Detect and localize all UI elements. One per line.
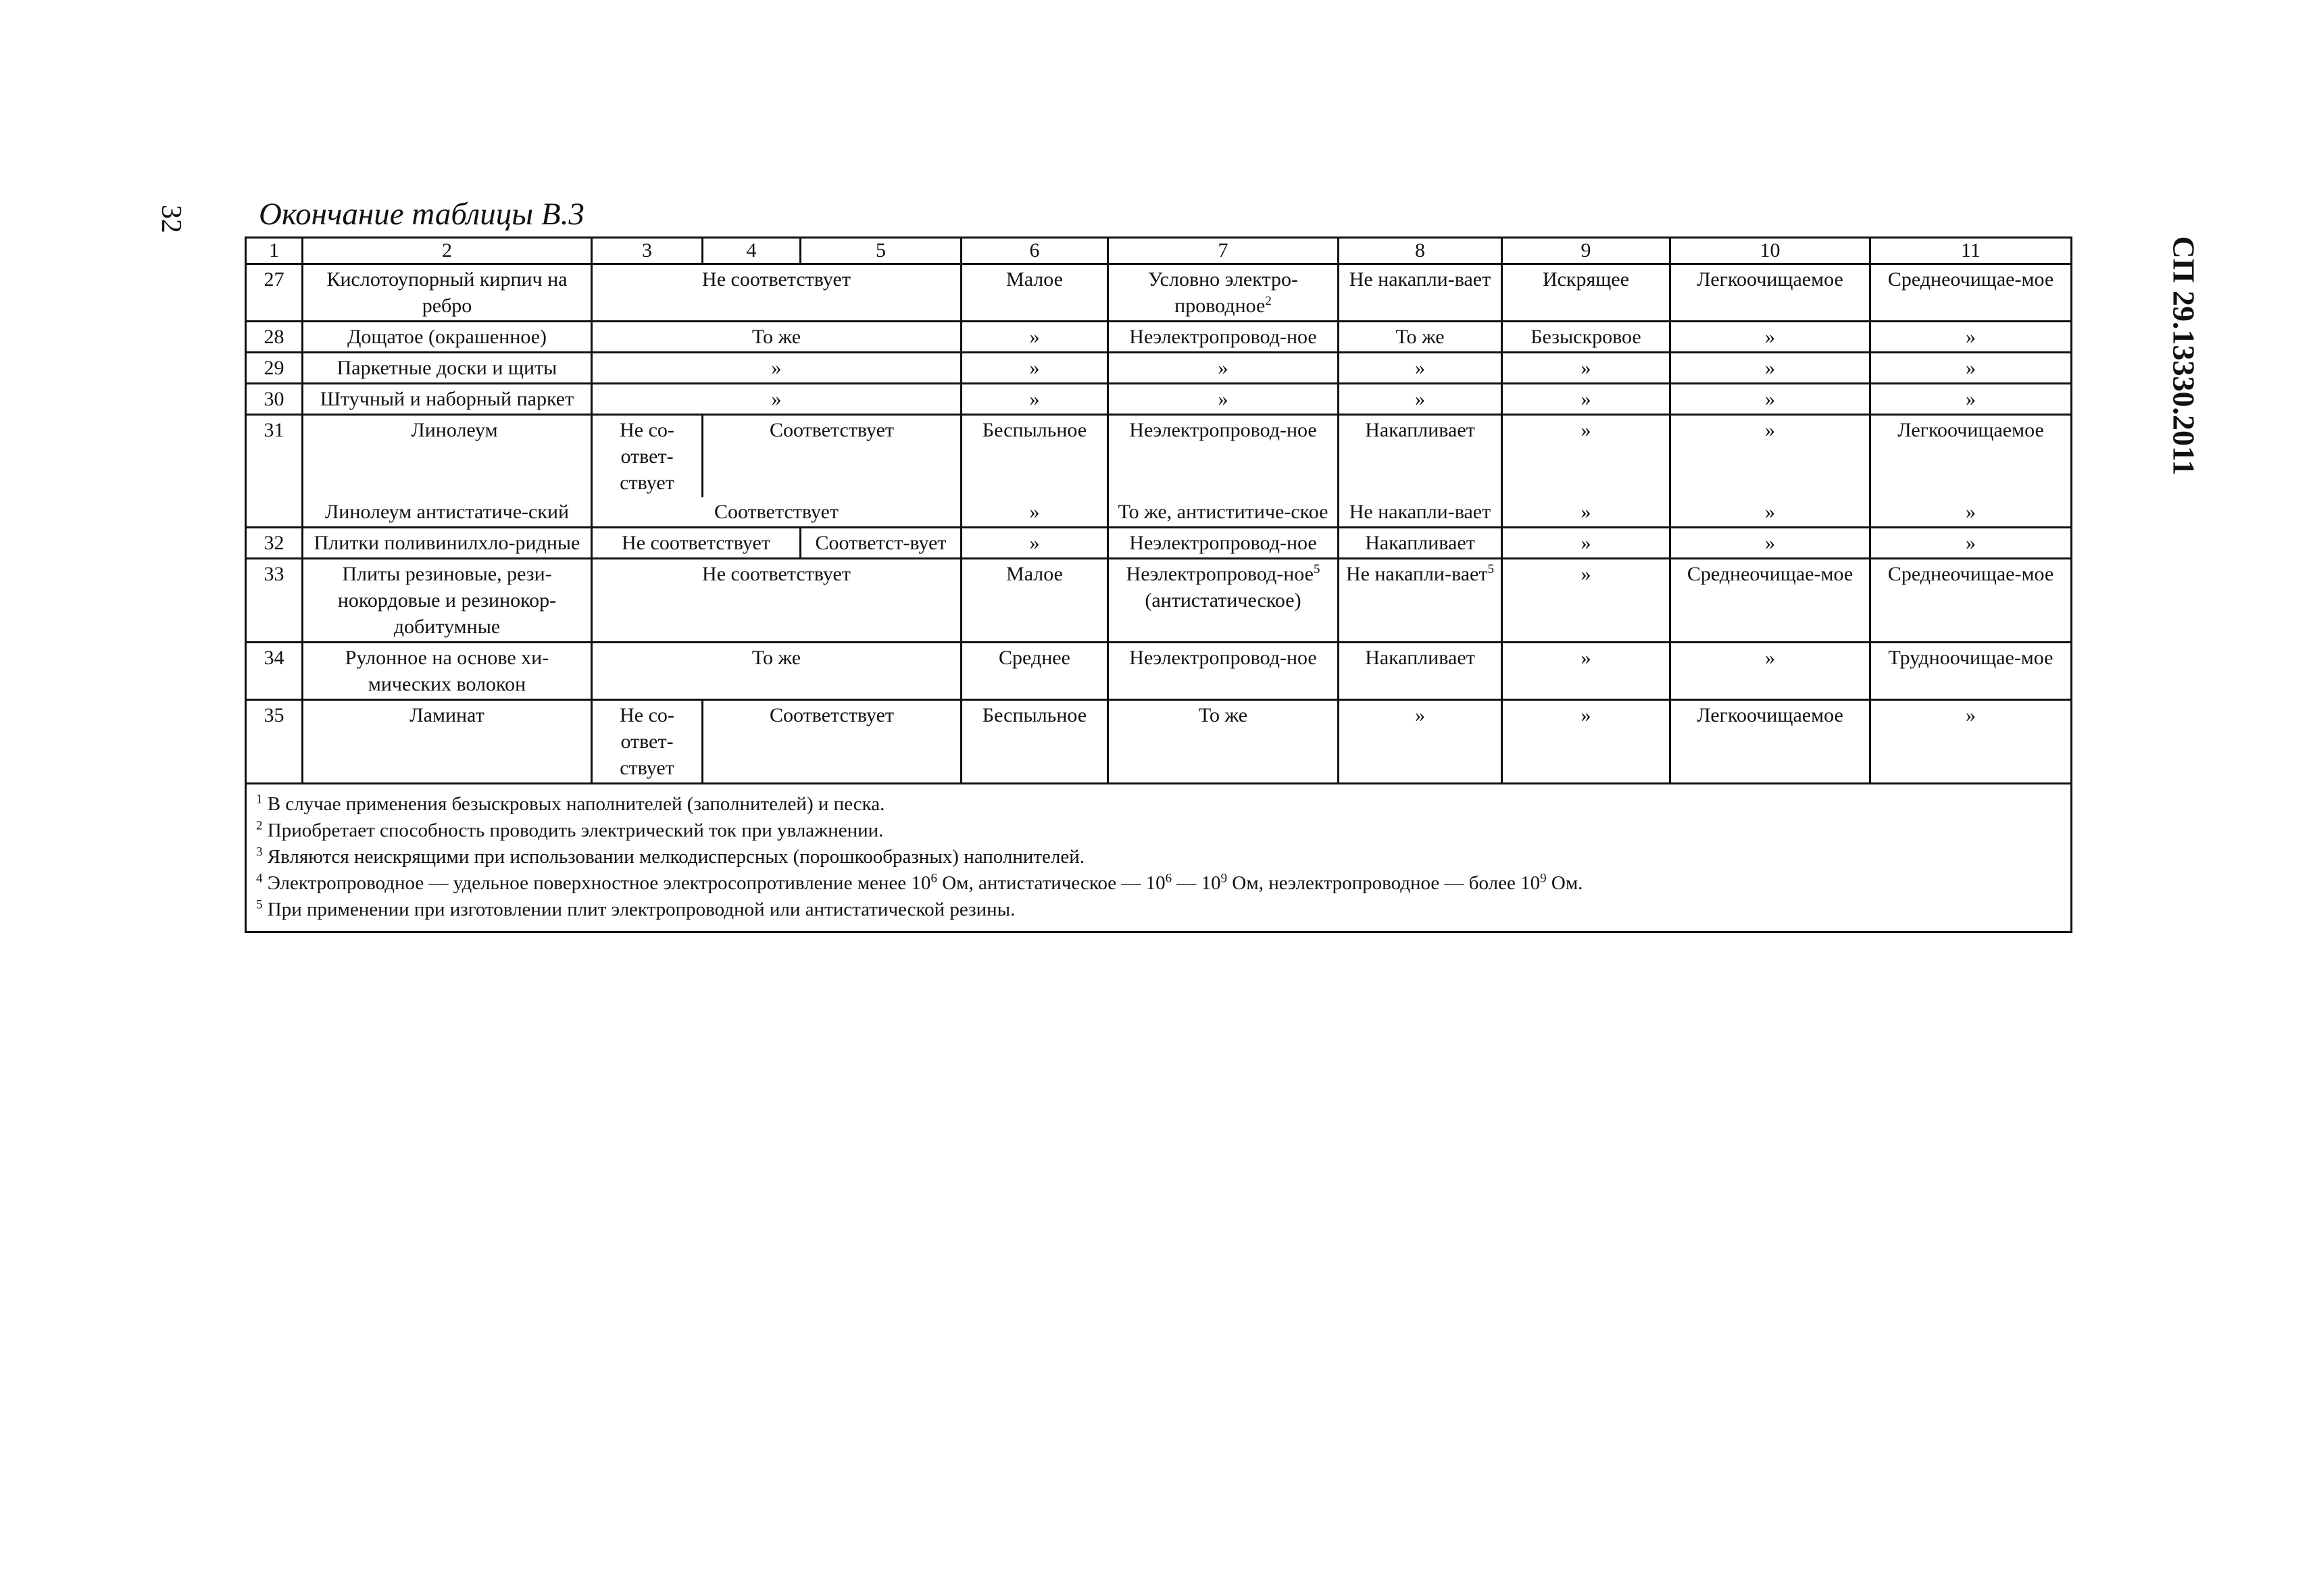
- row-number: 32: [246, 528, 303, 559]
- footnote: [256, 844, 2062, 870]
- footnote-mark: 3: [256, 845, 263, 859]
- cell-col-5: Соответст-вует: [801, 528, 962, 559]
- cell-col-7: Неэлектропровод-ное: [1108, 528, 1339, 559]
- footnote: [256, 897, 2062, 923]
- footnote-ref: 5: [1313, 562, 1320, 576]
- footnote-text: Ом, неэлектропроводное — более 10: [1227, 872, 1541, 894]
- material-name: Штучный и наборный паркет: [303, 384, 592, 415]
- cell-col-9: »: [1502, 528, 1670, 559]
- cell-col-6: Малое: [962, 264, 1108, 322]
- footnote: [256, 791, 2062, 818]
- header-cell: 5: [801, 238, 962, 264]
- footnote-text: Ом.: [1546, 872, 1583, 894]
- table-caption: Окончание таблицы В.3: [259, 197, 584, 232]
- cell-col-10: »: [1670, 497, 1870, 528]
- header-row: [246, 238, 2072, 264]
- table-row: [246, 264, 2072, 322]
- cell-col-9: »: [1502, 700, 1670, 784]
- cell-col-6: »: [962, 322, 1108, 353]
- cell-cols-3-5: То же: [592, 643, 962, 700]
- cell-col-6: Беспыльное: [962, 700, 1108, 784]
- footnote-ref: 5: [1487, 562, 1494, 576]
- cell-col-6: »: [962, 353, 1108, 384]
- material-name: Линолеум антистатиче-ский: [303, 497, 592, 528]
- cell-col-7: Неэлектропровод-ное: [1108, 643, 1339, 700]
- cell-col-8: [1339, 559, 1502, 643]
- cell-col-11: Легкоочищаемое: [1870, 415, 2072, 498]
- header-cell: 9: [1502, 238, 1670, 264]
- cell-col-10: »: [1670, 528, 1870, 559]
- footnote: [256, 818, 2062, 844]
- cell-col-8: Накапливает: [1339, 528, 1502, 559]
- row-number: 35: [246, 700, 303, 784]
- cell-col-11: »: [1870, 700, 2072, 784]
- cell-col-10: »: [1670, 353, 1870, 384]
- material-name: Кислотоупорный кирпич на ребро: [303, 264, 592, 322]
- cell-col-6: »: [962, 384, 1108, 415]
- floor-materials-table: [245, 236, 2072, 933]
- cell-col-7: [1108, 559, 1339, 643]
- footnote-ref: 2: [1265, 294, 1272, 308]
- row-number: 31: [246, 415, 303, 528]
- exponent: 6: [1165, 871, 1172, 886]
- cell-col-10: Легкоочищаемое: [1670, 264, 1870, 322]
- row-number: 34: [246, 643, 303, 700]
- cell-cols-4-5: Соответствует: [703, 415, 962, 498]
- table-row: [246, 700, 2072, 784]
- material-name: Плитки поливинилхло-ридные: [303, 528, 592, 559]
- exponent: 9: [1220, 871, 1228, 886]
- cell-col-11: »: [1870, 322, 2072, 353]
- material-name: Ламинат: [303, 700, 592, 784]
- cell-col-9: »: [1502, 415, 1670, 498]
- page-number: 32: [155, 205, 186, 233]
- row-number: 30: [246, 384, 303, 415]
- table-row: [246, 643, 2072, 700]
- cell-col-11: »: [1870, 497, 2072, 528]
- row-number: 29: [246, 353, 303, 384]
- table-row: [246, 384, 2072, 415]
- header-cell: 11: [1870, 238, 2072, 264]
- cell-col-10: »: [1670, 322, 1870, 353]
- cell-col-9: Искрящее: [1502, 264, 1670, 322]
- header-cell: 3: [592, 238, 703, 264]
- cell-col-6: Среднее: [962, 643, 1108, 700]
- cell-col-6: Беспыльное: [962, 415, 1108, 498]
- footnote: [256, 870, 2062, 897]
- cell-col-9: »: [1502, 353, 1670, 384]
- cell-col-10: »: [1670, 643, 1870, 700]
- cell-col-8: »: [1339, 700, 1502, 784]
- cell-text: Условно электро-проводное: [1148, 268, 1298, 317]
- row-number: 28: [246, 322, 303, 353]
- cell-cols-4-5: Соответствует: [703, 700, 962, 784]
- notes-row: [246, 784, 2072, 932]
- cell-col-7: »: [1108, 384, 1339, 415]
- footnote-mark: 5: [256, 897, 263, 912]
- cell-col-8: То же: [1339, 322, 1502, 353]
- material-name: Плиты резиновые, рези-нокордовые и резинокор-добитумные: [303, 559, 592, 643]
- cell-col-10: »: [1670, 384, 1870, 415]
- exponent: 9: [1540, 871, 1547, 886]
- cell-cols-3-5: Не соответствует: [592, 559, 962, 643]
- cell-col-9: »: [1502, 559, 1670, 643]
- material-name: Дощатое (окрашенное): [303, 322, 592, 353]
- cell-cols-3-4: Не соответствует: [592, 528, 801, 559]
- cell-col-3: Не со-ответ-ствует: [592, 700, 703, 784]
- cell-col-7: »: [1108, 353, 1339, 384]
- header-cell: 4: [703, 238, 801, 264]
- material-name: Линолеум: [303, 415, 592, 498]
- cell-col-8: Не накапли-вает: [1339, 497, 1502, 528]
- footnote-text: — 10: [1172, 872, 1221, 894]
- footnote-text: Ом, антистатическое — 10: [937, 872, 1166, 894]
- cell-text: Неэлектропровод-ное: [1126, 563, 1314, 585]
- cell-cols-3-5: Соответствует: [592, 497, 962, 528]
- footnote-text: Являются неискрящими при использовании мелкодисперсных (порошкообразных) наполнителей.: [267, 846, 1085, 868]
- footnote-mark: 2: [256, 818, 263, 833]
- table-row: [246, 528, 2072, 559]
- footnote-text: Приобретает способность проводить электрический ток при увлажнении.: [267, 820, 884, 841]
- cell-text-tail: (антистатическое): [1145, 589, 1301, 612]
- row-number: 33: [246, 559, 303, 643]
- cell-col-8: »: [1339, 353, 1502, 384]
- cell-col-11: »: [1870, 528, 2072, 559]
- cell-col-11: Среднеочищае-мое: [1870, 264, 2072, 322]
- header-cell: 6: [962, 238, 1108, 264]
- header-cell: 8: [1339, 238, 1502, 264]
- cell-col-7: То же: [1108, 700, 1339, 784]
- cell-col-11: »: [1870, 384, 2072, 415]
- cell-cols-3-5: »: [592, 353, 962, 384]
- cell-col-7: То же, антиститиче-ское: [1108, 497, 1339, 528]
- material-name: Паркетные доски и щиты: [303, 353, 592, 384]
- table-row: [246, 322, 2072, 353]
- cell-col-9: Безыскровое: [1502, 322, 1670, 353]
- cell-text: Не накапли-вает: [1346, 563, 1488, 585]
- cell-col-10: »: [1670, 415, 1870, 498]
- footnote-text: В случае применения безыскровых наполнителей (заполнителей) и песка.: [267, 793, 885, 815]
- cell-col-10: Среднеочищае-мое: [1670, 559, 1870, 643]
- cell-col-8: Накапливает: [1339, 643, 1502, 700]
- cell-col-10: Легкоочищаемое: [1670, 700, 1870, 784]
- material-name: Рулонное на основе хи-мических волокон: [303, 643, 592, 700]
- cell-col-3: Не со-ответ-ствует: [592, 415, 703, 498]
- header-cell: 1: [246, 238, 303, 264]
- cell-col-7: Неэлектропровод-ное: [1108, 322, 1339, 353]
- table-row: [246, 353, 2072, 384]
- cell-col-8: »: [1339, 384, 1502, 415]
- cell-col-9: »: [1502, 497, 1670, 528]
- header-cell: 10: [1670, 238, 1870, 264]
- footnote-mark: 4: [256, 871, 263, 886]
- footnotes: [246, 784, 2072, 932]
- cell-col-6: »: [962, 528, 1108, 559]
- header-cell: 7: [1108, 238, 1339, 264]
- cell-col-6: »: [962, 497, 1108, 528]
- cell-col-7: [1108, 264, 1339, 322]
- row-number: 27: [246, 264, 303, 322]
- cell-col-7: Неэлектропровод-ное: [1108, 415, 1339, 498]
- table-row: [246, 415, 2072, 498]
- cell-cols-3-5: Не соответствует: [592, 264, 962, 322]
- cell-col-11: Среднеочищае-мое: [1870, 559, 2072, 643]
- cell-cols-3-5: То же: [592, 322, 962, 353]
- document-code: СП 29.13330.2011: [2166, 236, 2201, 476]
- header-cell: 2: [303, 238, 592, 264]
- footnote-text: Электропроводное — удельное поверхностное электросопротивление менее 10: [267, 872, 931, 894]
- cell-col-8: Не накапли-вает: [1339, 264, 1502, 322]
- cell-col-6: Малое: [962, 559, 1108, 643]
- exponent: 6: [930, 871, 937, 886]
- cell-col-9: »: [1502, 643, 1670, 700]
- table-row: [246, 559, 2072, 643]
- footnote-text: При применении при изготовлении плит электропроводной или антистатической резины.: [267, 899, 1016, 920]
- cell-col-11: Трудноочищае-мое: [1870, 643, 2072, 700]
- footnote-mark: 1: [256, 792, 263, 807]
- cell-col-11: »: [1870, 353, 2072, 384]
- cell-col-9: »: [1502, 384, 1670, 415]
- cell-col-8: Накапливает: [1339, 415, 1502, 498]
- cell-cols-3-5: »: [592, 384, 962, 415]
- table-row: [246, 497, 2072, 528]
